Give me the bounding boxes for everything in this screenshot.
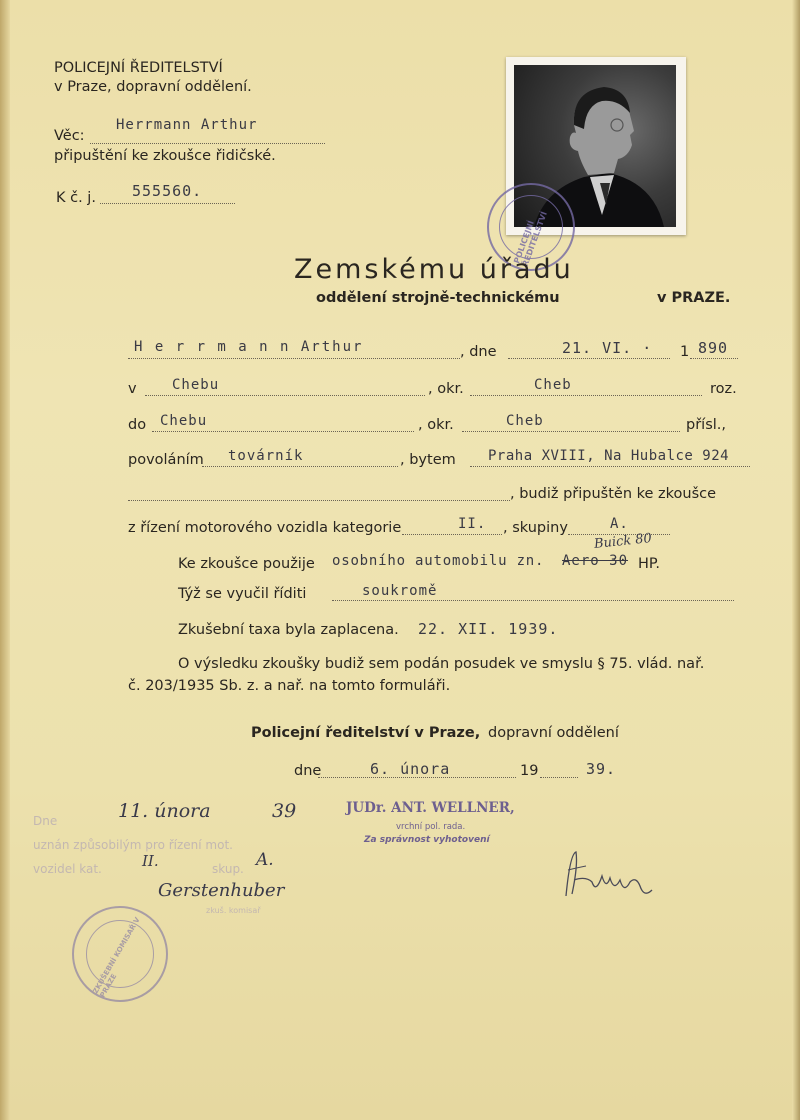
bytem-label: , bytem bbox=[400, 452, 456, 468]
birthplace: Chebu bbox=[172, 377, 220, 393]
occupation-line bbox=[202, 466, 398, 467]
birth-district: Cheb bbox=[534, 377, 572, 393]
fee-label: Zkušební taxa byla zaplacena. bbox=[178, 622, 399, 638]
roz-label: roz. bbox=[710, 381, 737, 397]
official-title: vrchní pol. rada. bbox=[396, 822, 466, 832]
exam-category: II. bbox=[142, 852, 159, 870]
result-text-2: č. 203/1935 Sb. z. a nař. na tomto formuláři. bbox=[128, 678, 451, 694]
official-signature bbox=[556, 846, 666, 912]
signature-office: Policejní ředitelství v Praze, bbox=[251, 725, 481, 741]
examiner-seal: ZKUŠEBNÍ KOMISAŘ V PRAZE bbox=[72, 906, 168, 1002]
result-text-1: O výsledku zkoušky budiž sem podán posudek ve smyslu § 75. vlád. nař. bbox=[178, 656, 705, 672]
budiz-label: , budiž připuštěn ke zkoušce bbox=[510, 486, 717, 502]
vec-label: Věc: bbox=[54, 128, 85, 144]
vec-value: Herrmann Arthur bbox=[116, 117, 258, 133]
applicant-name: H e r r m a n n Arthur bbox=[134, 339, 364, 355]
exam-year: 39 bbox=[272, 800, 297, 822]
home-district: Cheb bbox=[506, 413, 544, 429]
address-continuation-line bbox=[128, 500, 510, 501]
learned-label: Týž se vyučil říditi bbox=[178, 586, 307, 602]
dne-label: , dne bbox=[460, 344, 497, 360]
birth-date-line bbox=[508, 358, 670, 359]
vehicle-label: Ke zkoušce použije bbox=[178, 556, 315, 572]
recipient-city: v PRAZE. bbox=[657, 290, 731, 306]
examiner-title: zkuš. komisař bbox=[206, 906, 261, 915]
police-seal-top: POLICEJNÍ ŘEDITELSTVÍ bbox=[487, 183, 575, 271]
category-label: z řízení motorového vozidla kategorie bbox=[128, 520, 402, 536]
official-note: Za správnost vyhotovení bbox=[364, 835, 490, 845]
exam-group: A. bbox=[256, 850, 274, 870]
birth-year-prefix: 1 bbox=[680, 344, 690, 360]
okr-label-1: , okr. bbox=[428, 381, 464, 397]
kcj-label: K č. j. bbox=[56, 190, 96, 206]
category: II. bbox=[458, 516, 487, 532]
recipient-department: oddělení strojně-technickému bbox=[316, 290, 560, 306]
v-label: v bbox=[128, 381, 137, 397]
recipient-title: Zemskému úřadu bbox=[294, 254, 574, 285]
birth-year: 890 bbox=[698, 339, 729, 357]
skupiny-label: , skupiny bbox=[503, 520, 568, 536]
okr-label-2: , okr. bbox=[418, 417, 454, 433]
signature-dne-label: dne bbox=[294, 763, 322, 779]
occupation: továrník bbox=[228, 448, 304, 464]
do-label: do bbox=[128, 417, 147, 433]
exam-group-label: skup. bbox=[212, 862, 244, 876]
signature-date: 6. února bbox=[370, 760, 451, 778]
group: A. bbox=[610, 516, 629, 532]
birth-year-line bbox=[690, 358, 738, 359]
exam-stamp-dne: Dne bbox=[33, 814, 58, 828]
hp-label: HP. bbox=[638, 556, 660, 572]
home-district-line bbox=[462, 431, 680, 432]
exam-stamp-line3: vozidel kat. bbox=[33, 862, 102, 876]
learned: soukromě bbox=[362, 583, 438, 599]
paper-edge-left bbox=[0, 0, 10, 1120]
exam-stamp-line2: uznán způsobilým pro řízení mot. bbox=[33, 838, 233, 852]
office-subtitle: v Praze, dopravní oddělení. bbox=[54, 79, 252, 95]
kcj-value: 555560. bbox=[132, 182, 203, 200]
exam-date: 11. února bbox=[118, 800, 211, 822]
povolanim-label: povoláním bbox=[128, 452, 204, 468]
signature-year-prefix: 19 bbox=[520, 763, 539, 779]
birthplace-line bbox=[145, 395, 425, 396]
prisl-label: přísl., bbox=[686, 417, 726, 433]
home-line bbox=[152, 431, 414, 432]
signature-year: 39. bbox=[586, 760, 617, 778]
subject-text: připuštění ke zkoušce řidičské. bbox=[54, 148, 276, 164]
vehicle: osobního automobilu zn. bbox=[332, 553, 545, 569]
paper-edge-right bbox=[792, 0, 800, 1120]
learned-line bbox=[332, 600, 734, 601]
vehicle-struck: Aero 30 bbox=[562, 553, 629, 569]
signature-department: dopravní oddělení bbox=[488, 725, 619, 741]
category-line bbox=[402, 534, 502, 535]
signature-year-line bbox=[540, 777, 578, 778]
official-name: JUDr. ANT. WELLNER, bbox=[346, 800, 515, 816]
address-line bbox=[470, 466, 750, 467]
vehicle-correction: Buick 80 bbox=[593, 531, 653, 552]
examiner-signature: Gerstenhuber bbox=[158, 880, 285, 901]
fee-date: 22. XII. 1939. bbox=[418, 620, 559, 638]
office-name: POLICEJNÍ ŘEDITELSTVÍ bbox=[54, 60, 223, 76]
kcj-line bbox=[100, 203, 235, 204]
birth-district-line bbox=[470, 395, 702, 396]
vec-line bbox=[90, 143, 325, 144]
birth-date: 21. VI. · bbox=[562, 339, 653, 357]
home-town: Chebu bbox=[160, 413, 208, 429]
name-line bbox=[128, 358, 460, 359]
address: Praha XVIII, Na Hubalce 924 bbox=[488, 448, 730, 464]
